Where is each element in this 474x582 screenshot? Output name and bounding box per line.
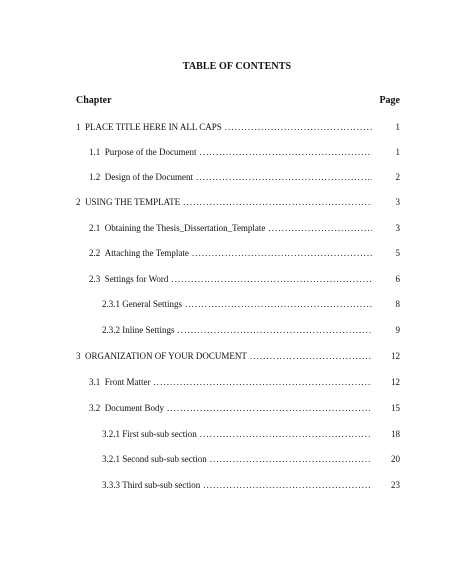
toc-entry[interactable] bbox=[76, 122, 400, 133]
toc-entry-page: 5 bbox=[395, 248, 400, 258]
toc-entry-label bbox=[89, 172, 196, 183]
toc-entry-label bbox=[102, 480, 203, 491]
toc-entry-label bbox=[89, 147, 199, 158]
toc-entry[interactable] bbox=[102, 299, 400, 310]
chapter-column-header: Chapter bbox=[76, 95, 112, 106]
toc-entry[interactable] bbox=[89, 223, 400, 234]
dot-leader bbox=[210, 454, 372, 465]
dot-leader bbox=[192, 248, 372, 259]
toc-entry-number: 2.3 bbox=[89, 274, 101, 284]
toc-entry-page: 18 bbox=[391, 429, 400, 439]
toc-entry-number: 3.2 bbox=[89, 403, 101, 413]
toc-entry-page: 1 bbox=[395, 147, 400, 157]
dot-leader bbox=[225, 122, 372, 133]
toc-entry-text: Attaching the Template bbox=[104, 248, 189, 258]
toc-entry-page: 6 bbox=[395, 274, 400, 284]
toc-entry[interactable] bbox=[89, 274, 400, 285]
toc-entry-page: 2 bbox=[395, 172, 400, 182]
toc-entry[interactable] bbox=[89, 248, 400, 259]
dot-leader bbox=[154, 377, 373, 388]
toc-entry-number: 1 bbox=[76, 122, 81, 132]
toc-entry-text: Settings for Word bbox=[104, 274, 169, 284]
toc-entry-text: Inline Settings bbox=[122, 325, 175, 335]
dot-leader bbox=[200, 429, 372, 440]
toc-entry-number: 3 bbox=[76, 351, 81, 361]
toc-entry-page: 20 bbox=[391, 454, 400, 464]
toc-entry-number: 1.2 bbox=[89, 172, 101, 182]
toc-entry-text: Document Body bbox=[104, 403, 164, 413]
toc-entry-text: First sub-sub section bbox=[122, 429, 197, 439]
toc-entry-label bbox=[76, 351, 250, 362]
toc-entry-label bbox=[102, 454, 210, 465]
toc-title: TABLE OF CONTENTS bbox=[182, 61, 292, 72]
toc-entry-text: General Settings bbox=[122, 299, 182, 309]
toc-entry-label bbox=[102, 325, 178, 336]
dot-leader bbox=[178, 325, 373, 336]
toc-entry-text: ORGANIZATION OF YOUR DOCUMENT bbox=[85, 351, 247, 361]
toc-entry-page: 3 bbox=[395, 197, 400, 207]
toc-entry-number: 1.1 bbox=[89, 147, 101, 157]
toc-entry-label bbox=[76, 197, 183, 208]
toc-entry-page: 12 bbox=[391, 351, 400, 361]
toc-entry-page: 1 bbox=[395, 122, 400, 132]
toc-entry-label bbox=[89, 274, 171, 285]
toc-entry-text: Front Matter bbox=[104, 377, 151, 387]
dot-leader bbox=[203, 480, 372, 491]
toc-entry[interactable] bbox=[102, 454, 400, 465]
toc-entry-text: Purpose of the Document bbox=[104, 147, 197, 157]
dot-leader bbox=[199, 147, 372, 158]
dot-leader bbox=[268, 223, 372, 234]
toc-entry-number: 3.1 bbox=[89, 377, 101, 387]
toc-entry-text: PLACE TITLE HERE IN ALL CAPS bbox=[85, 122, 222, 132]
toc-entry-page: 15 bbox=[391, 403, 400, 413]
dot-leader bbox=[185, 299, 372, 310]
toc-entry[interactable] bbox=[102, 480, 400, 491]
toc-entry-number: 3.2.1 bbox=[102, 454, 120, 464]
toc-entry-label bbox=[76, 122, 225, 133]
toc-entry[interactable] bbox=[89, 172, 400, 183]
toc-entry[interactable] bbox=[76, 351, 400, 362]
toc-entry-label bbox=[89, 377, 154, 388]
toc-entry[interactable] bbox=[102, 429, 400, 440]
toc-entry-text: Design of the Document bbox=[104, 172, 193, 182]
toc-entry-page: 12 bbox=[391, 377, 400, 387]
dot-leader bbox=[183, 197, 372, 208]
toc-entry-page: 8 bbox=[395, 299, 400, 309]
toc-entry-number: 3.3.3 bbox=[102, 480, 120, 490]
toc-entry-number: 2 bbox=[76, 197, 81, 207]
toc-entry[interactable] bbox=[102, 325, 400, 336]
toc-entry[interactable] bbox=[89, 403, 400, 414]
toc-entry-label bbox=[89, 223, 268, 234]
toc-entry-page: 23 bbox=[391, 480, 400, 490]
toc-entry[interactable] bbox=[89, 147, 400, 158]
dot-leader bbox=[250, 351, 372, 362]
toc-entry-page: 3 bbox=[395, 223, 400, 233]
dot-leader bbox=[171, 274, 372, 285]
toc-entry-number: 2.3.1 bbox=[102, 299, 120, 309]
toc-entry[interactable] bbox=[76, 197, 400, 208]
dot-leader bbox=[167, 403, 372, 414]
toc-entry-text: Obtaining the Thesis_Dissertation_Template bbox=[104, 223, 266, 233]
toc-entry-number: 2.1 bbox=[89, 223, 101, 233]
toc-entry[interactable] bbox=[89, 377, 400, 388]
dot-leader bbox=[196, 172, 372, 183]
toc-entry-text: Second sub-sub section bbox=[122, 454, 207, 464]
toc-entry-text: USING THE TEMPLATE bbox=[85, 197, 181, 207]
toc-entry-label bbox=[102, 299, 185, 310]
toc-entry-number: 2.2 bbox=[89, 248, 101, 258]
page-column-header: Page bbox=[379, 95, 400, 106]
toc-entry-number: 2.3.2 bbox=[102, 325, 120, 335]
toc-entry-label bbox=[89, 403, 167, 414]
toc-entry-label bbox=[102, 429, 200, 440]
toc-entry-label bbox=[89, 248, 192, 259]
toc-entry-page: 9 bbox=[395, 325, 400, 335]
toc-entry-text: Third sub-sub section bbox=[122, 480, 201, 490]
toc-entry-number: 3.2.1 bbox=[102, 429, 120, 439]
